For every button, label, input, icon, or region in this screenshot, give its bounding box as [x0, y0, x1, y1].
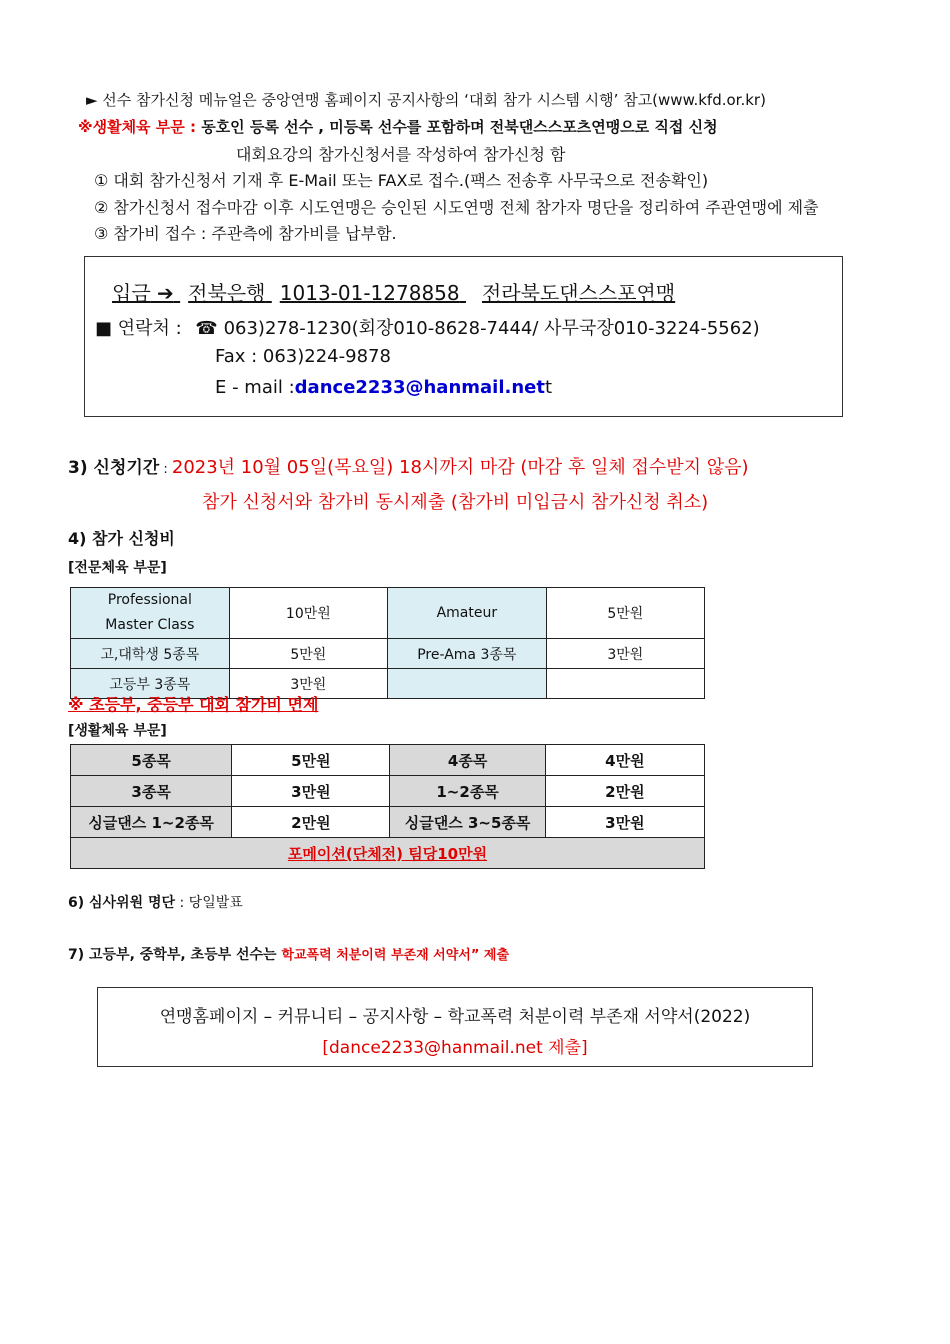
fee-heading: 4) 참가 신청비: [68, 529, 175, 548]
table-cell: [546, 669, 704, 699]
contact-line: [95, 314, 760, 340]
pro-fee-note: ※ 초등부, 중등부 대회 참가비 면제: [68, 695, 319, 714]
table-cell: 5만원: [232, 745, 390, 776]
table-cell: 2만원: [232, 807, 390, 838]
table-cell: Amateur: [388, 588, 547, 639]
table-cell: 싱글댄스 1~2종목: [71, 807, 232, 838]
table-row: [71, 807, 705, 838]
account-number: 1013-01-1278858: [279, 281, 460, 305]
email-label: E - mail :: [215, 377, 295, 398]
table-cell: 5종목: [71, 745, 232, 776]
account-holder: 전라북도댄스스포연맹: [481, 281, 676, 305]
life-sports-text: 동호인 등록 선수 , 미등록 선수를 포함하며 전북댄스스포츠연맹으로 직접 신청: [195, 118, 718, 136]
step-2: ② 참가신청서 접수마감 이후 시도연맹은 승인된 시도연맹 전체 참가자 명단을 정리하여 주관연맹에 제출: [94, 198, 819, 217]
table-cell: 4만원: [545, 745, 704, 776]
formation-fee: 포메이션(단체전) 팀당10만원: [71, 838, 705, 869]
notice-path: 연맹홈페이지 – 커뮤니티 – 공지사항 – 학교폭력 처분이력 부존재 서약서(2022): [159, 1007, 751, 1027]
manual-notice: ► 선수 참가신청 메뉴얼은 중앙연맹 홈페이지 공지사항의 ‘대회 참가 시스템 시행’ 참고(www.kfd.or.kr): [86, 91, 766, 109]
period-text: 2023년 10월 05일(목요일) 18시까지 마감 (마감 후 일체 접수받지 않음): [171, 457, 749, 478]
judges-label: 6) 심사위원 명단: [68, 895, 176, 911]
period-line: [68, 453, 749, 479]
table-cell: 10만원: [229, 588, 387, 639]
table-cell: 4종목: [390, 745, 545, 776]
bank-name: 전북은행: [188, 281, 266, 305]
table-cell: Pre-Ama 3종목: [388, 639, 547, 669]
table-row: [71, 838, 705, 869]
table-cell: [71, 588, 230, 639]
table-cell: 3만원: [546, 639, 704, 669]
table-cell: 3종목: [71, 776, 232, 807]
table-cell: 3만원: [232, 776, 390, 807]
pledge-notice-box: [97, 987, 813, 1067]
table-row: [71, 588, 705, 639]
table-row: [71, 745, 705, 776]
school-line: [68, 944, 509, 964]
phone-icon: ☎: [195, 318, 218, 339]
cell-text: Professional Master Class: [105, 592, 195, 633]
phone-number: 063)278-1230(회장010-8628-7444/ 사무국장010-3224-5562): [217, 318, 760, 339]
notice-email: [dance2233@hanmail.net 제출]: [322, 1038, 588, 1058]
deposit-label: 입금: [112, 281, 151, 305]
judges-text: : 당일발표: [175, 895, 243, 911]
life-fee-table: [70, 744, 705, 869]
table-row: [71, 776, 705, 807]
period-label: 3) 신청기간: [68, 458, 160, 478]
deposit-line: [112, 277, 675, 306]
arrow-icon: ➔: [157, 281, 174, 305]
school-label: 7) 고등부, 중학부, 초등부 선수는: [68, 947, 282, 963]
table-cell: 5만원: [546, 588, 704, 639]
life-sports-label: ※생활체육 부문 :: [78, 118, 196, 136]
life-sports-notice: [78, 116, 718, 137]
step-3: ③ 참가비 접수 : 주관측에 참가비를 납부함.: [94, 224, 397, 243]
email-line: [215, 377, 552, 398]
table-cell: 2만원: [545, 776, 704, 807]
pro-heading: [전문체육 부문]: [68, 560, 167, 576]
table-cell: 고등부 3종목: [71, 669, 230, 699]
contact-label: ■ 연락처 :: [95, 318, 182, 339]
judges-line: [68, 892, 243, 912]
school-pledge: 학교폭력 처분이력 부존재 서약서” 제출: [281, 948, 510, 963]
table-cell: 5만원: [229, 639, 387, 669]
period-condition: 참가 신청서와 참가비 동시제출 (참가비 미입금시 참가신청 취소): [202, 492, 709, 513]
step-1: ① 대회 참가신청서 기재 후 E-Mail 또는 FAX로 접수.(팩스 전송후 사무국으로 전송확인): [94, 171, 709, 190]
life-heading: [생활체육 부문]: [68, 723, 167, 739]
table-cell: 고,대학생 5종목: [71, 639, 230, 669]
table-row: [71, 639, 705, 669]
period-colon: :: [159, 462, 172, 477]
email-link[interactable]: dance2233@hanmail.net: [294, 377, 545, 398]
table-cell: 싱글댄스 3~5종목: [390, 807, 545, 838]
table-cell: 3만원: [229, 669, 387, 699]
pro-fee-table: [70, 587, 705, 699]
table-cell: 3만원: [545, 807, 704, 838]
email-tail: t: [544, 377, 553, 398]
application-form-note: 대회요강의 참가신청서를 작성하여 참가신청 함: [236, 145, 566, 164]
table-cell: 1~2종목: [390, 776, 545, 807]
table-cell: [388, 669, 547, 699]
fax-number: Fax : 063)224-9878: [215, 346, 391, 367]
bank-info-box: [84, 256, 843, 417]
